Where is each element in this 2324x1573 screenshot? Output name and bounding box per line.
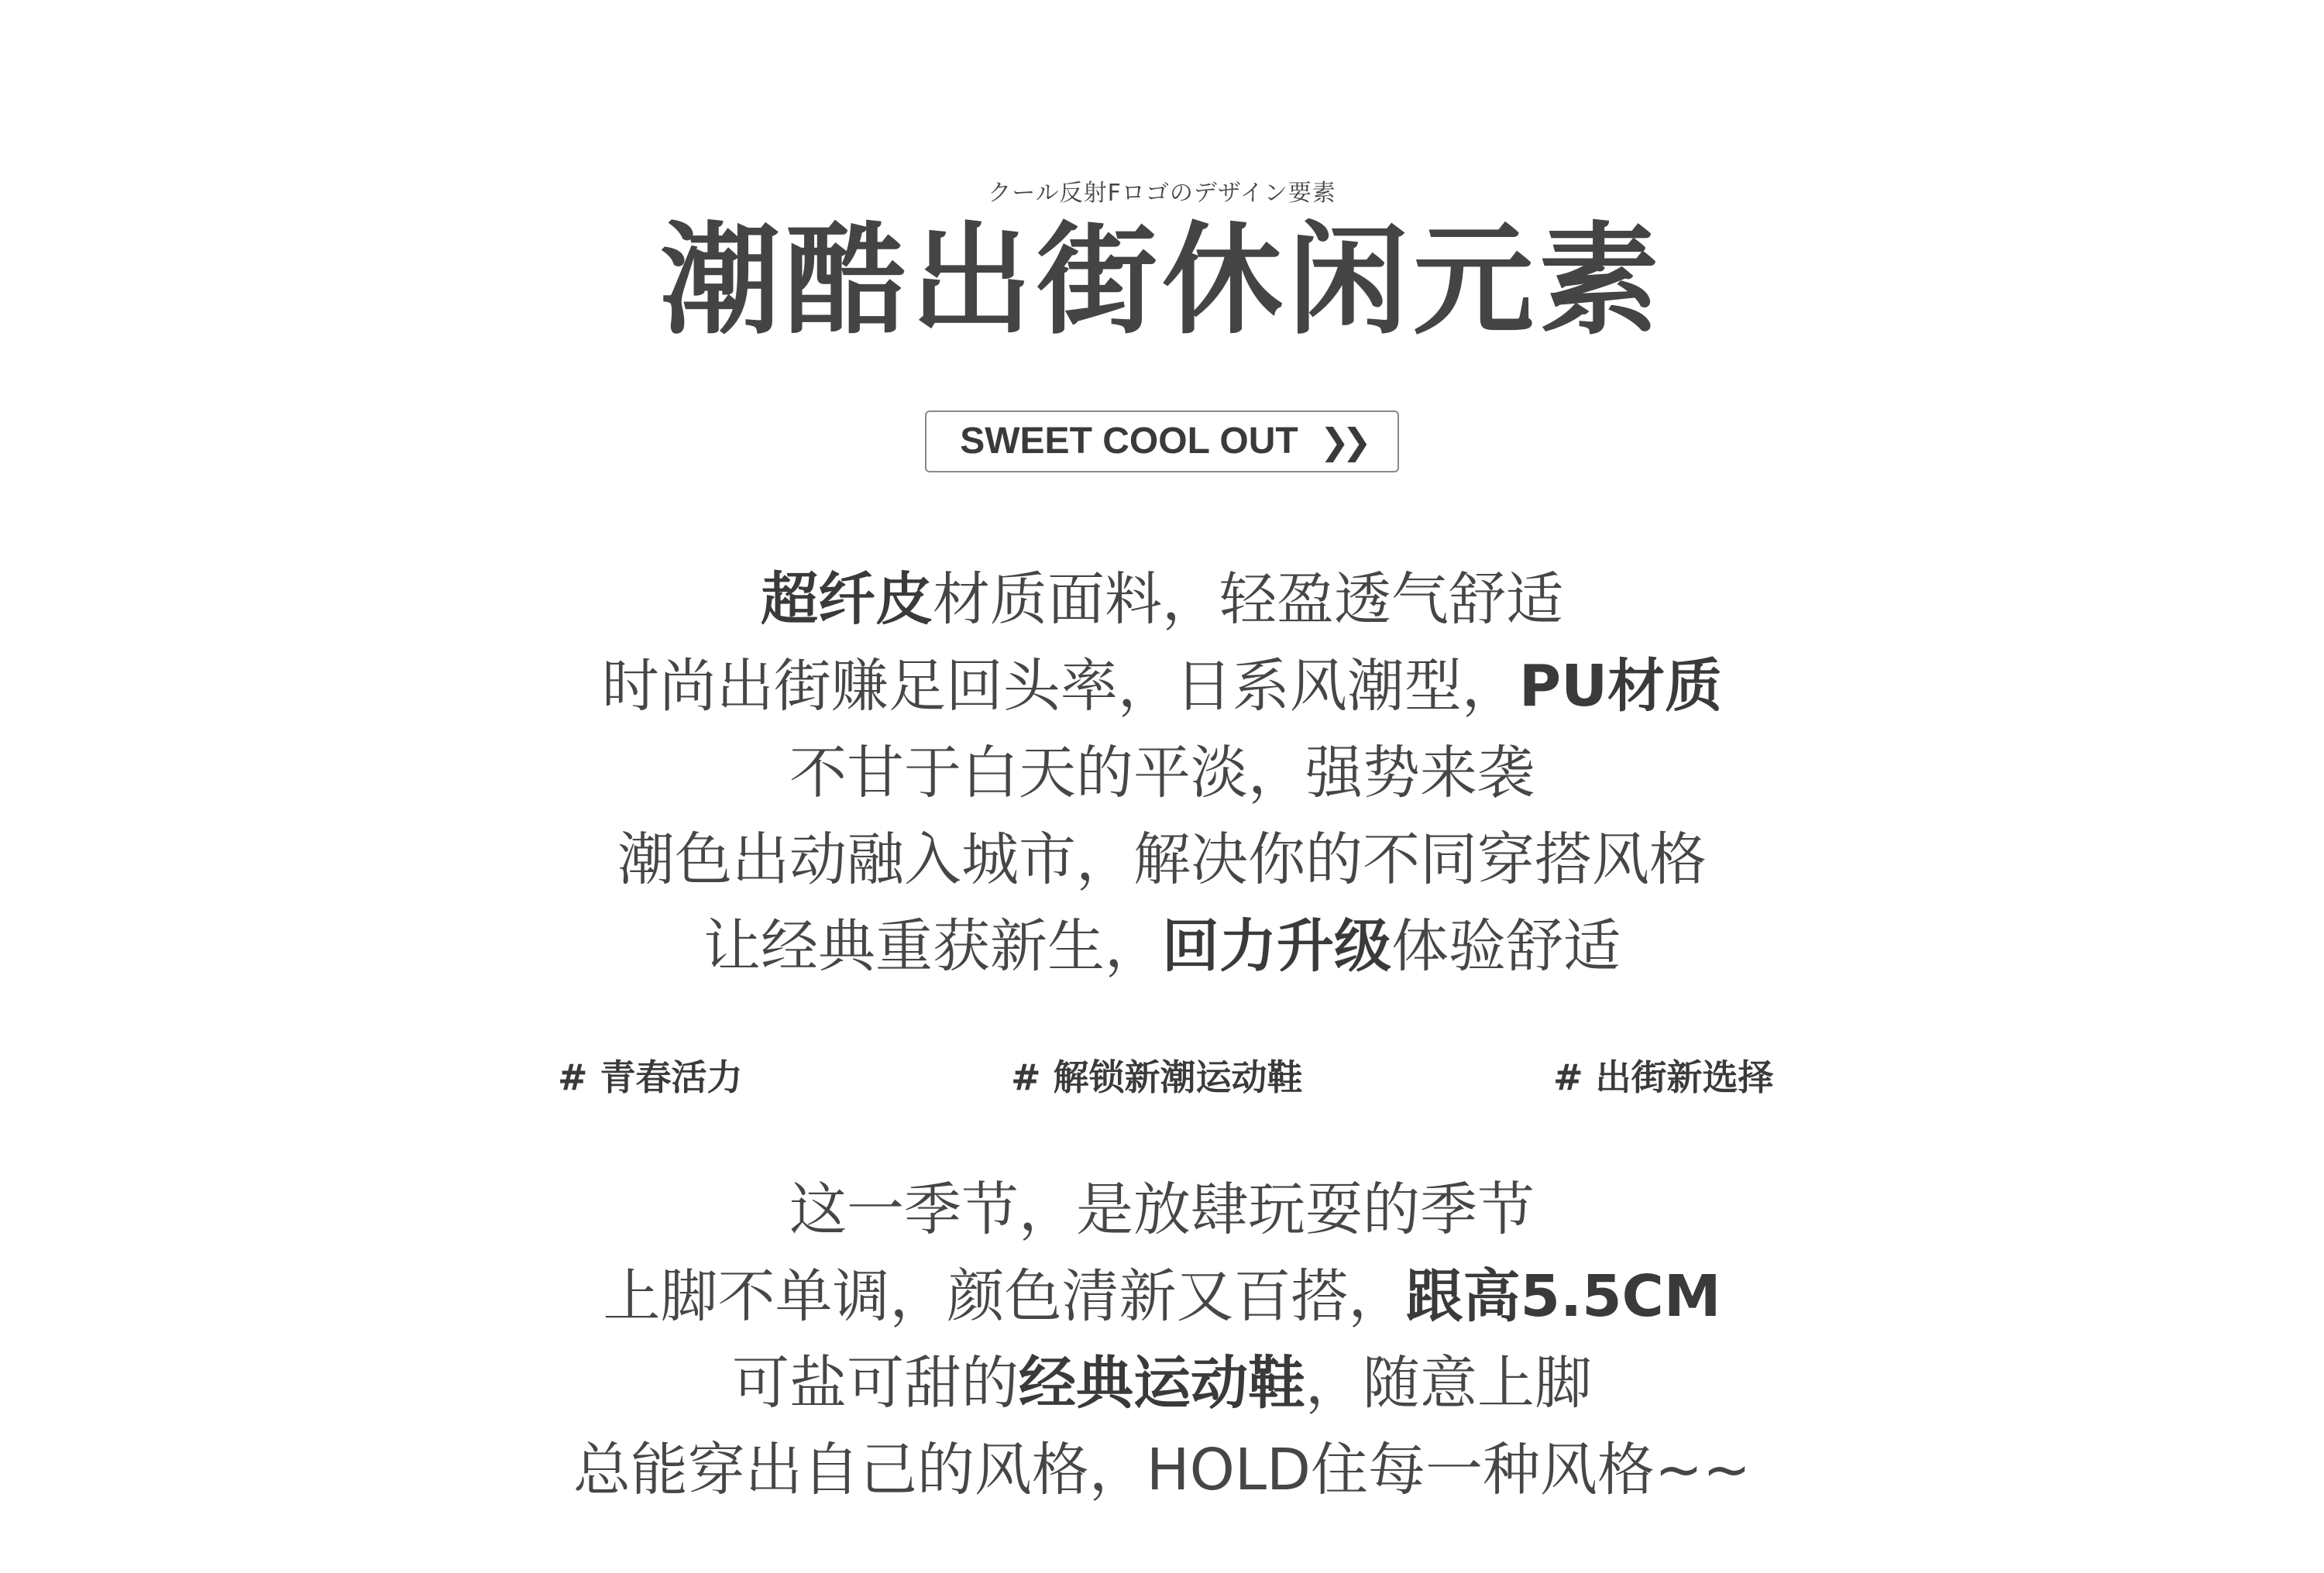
paragraph-line [0, 730, 2324, 816]
hashtag-street-choice: # 出街新选择 [1553, 1056, 1774, 1098]
line-text: 让经典重获新生， [703, 913, 1162, 980]
paragraph-line [0, 816, 2324, 903]
highlight-text: 超纤皮 [761, 566, 933, 633]
paragraph-line [0, 903, 2324, 990]
highlight-text: 经典运动鞋 [1019, 1350, 1305, 1417]
description-paragraph-1 [0, 556, 2324, 990]
line-text: 上脚不单调，颜色清新又百搭， [603, 1263, 1406, 1330]
line-text: 体验舒适 [1391, 913, 1621, 980]
badge-container [0, 410, 2324, 472]
highlight-text: 回力升级 [1162, 913, 1391, 980]
hashtag-youth: # 青春活力 [558, 1056, 743, 1098]
hashtag-new-sneakers: # 解锁新潮运动鞋 [1011, 1056, 1303, 1098]
paragraph-line [0, 1253, 2324, 1340]
line-text: 材质面料，轻盈透气舒适 [933, 566, 1563, 633]
line-text: 时尚出街赚足回头率，日系风潮型， [601, 653, 1519, 720]
description-paragraph-2 [0, 1166, 2324, 1513]
paragraph-line [0, 1340, 2324, 1427]
paragraph-line [0, 556, 2324, 643]
paragraph-line [0, 643, 2324, 730]
line-text: 可盐可甜的 [732, 1350, 1019, 1417]
hashtag-row [0, 1049, 2324, 1104]
line-text: 这一季节，是放肆玩耍的季节 [789, 1176, 1535, 1243]
japanese-subtitle: クール反射Fロゴのデザイン要素 [988, 180, 1336, 207]
line-text: ，随意上脚 [1305, 1350, 1592, 1417]
paragraph-line [0, 1427, 2324, 1513]
line-text: 潮色出动融入城市，解决你的不同穿搭风格 [617, 826, 1707, 893]
highlight-text: 跟高5.5CM [1405, 1263, 1721, 1330]
line-text: 总能穿出自己的风格，HOLD住每一种风格~~ [572, 1437, 1752, 1503]
line-text: 不甘于白天的平淡，强势来袭 [789, 740, 1535, 806]
double-chevron-right-icon: ❯❯ [1319, 421, 1364, 462]
highlight-text: PU材质 [1518, 653, 1723, 720]
page-title: 潮酷出街休闲元素 [660, 210, 1664, 351]
sweet-cool-out-badge [925, 410, 1399, 472]
paragraph-line [0, 1166, 2324, 1253]
badge-label: SWEET COOL OUT [960, 421, 1298, 462]
